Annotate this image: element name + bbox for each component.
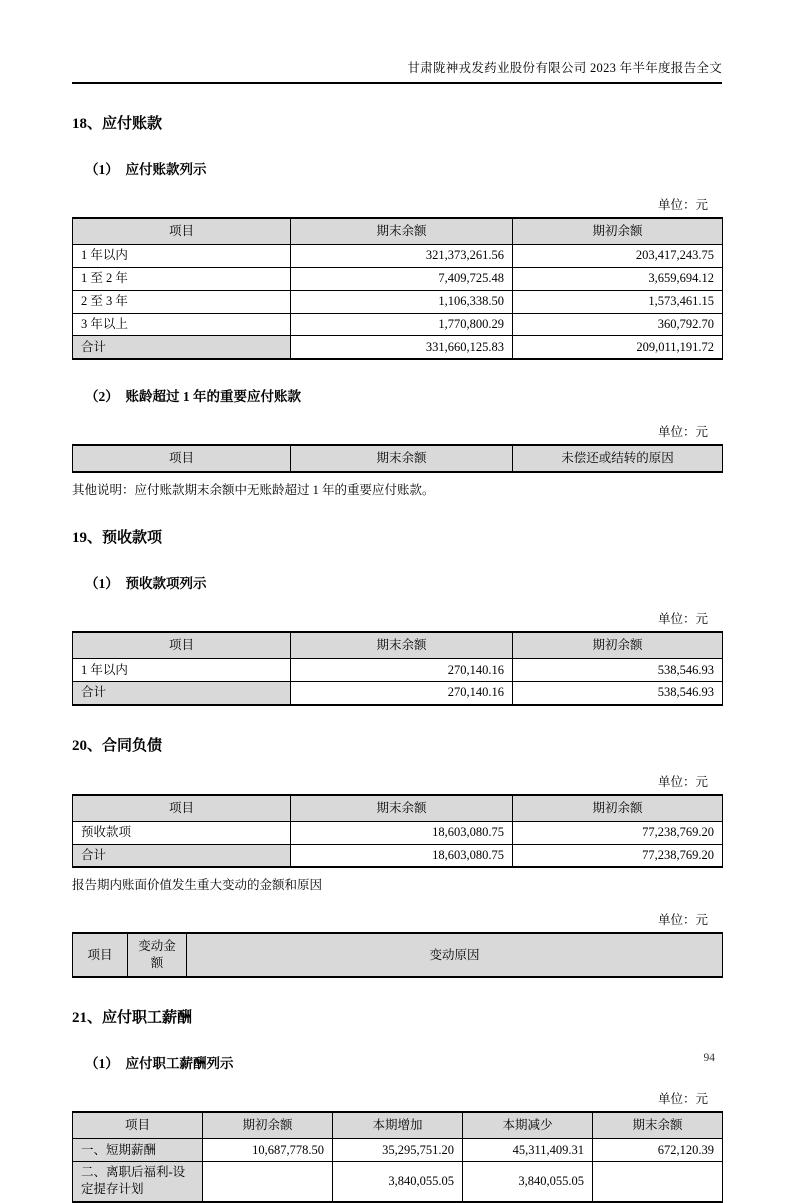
value-cell: 1,573,461.15 xyxy=(513,290,723,313)
table-row xyxy=(73,267,723,290)
value-cell: 18,603,080.75 xyxy=(291,844,513,867)
change-note: 报告期内账面价值发生重大变动的金额和原因 xyxy=(72,878,323,893)
value-cell: 209,011,191.72 xyxy=(513,336,723,359)
value-cell: 3,840,055.05 xyxy=(333,1161,463,1201)
table-total-row xyxy=(73,336,723,359)
value-cell: 35,295,751.20 xyxy=(333,1139,463,1162)
table-row xyxy=(73,244,723,267)
value-cell: 7,409,725.48 xyxy=(291,267,513,290)
column-header-beginning-balance: 期初余额 xyxy=(513,795,723,821)
table-row xyxy=(73,1161,723,1201)
table-total-row xyxy=(73,844,723,867)
subsection-21-1-title: （1） 应付职工薪酬列示 xyxy=(85,1056,234,1072)
column-header-item: 项目 xyxy=(73,218,291,244)
value-cell: 10,687,778.50 xyxy=(203,1139,333,1162)
column-header-item: 项目 xyxy=(73,445,291,472)
table-header-row xyxy=(73,218,723,244)
value-cell: 45,311,409.31 xyxy=(463,1139,593,1162)
unit-label: 单位：元 xyxy=(657,612,708,627)
subsection-18-2-title: （2） 账龄超过 1 年的重要应付账款 xyxy=(85,389,301,405)
table-row xyxy=(73,313,723,336)
value-cell: 77,238,769.20 xyxy=(513,844,723,867)
column-header-reason: 未偿还或结转的原因 xyxy=(513,445,723,472)
table-header-row xyxy=(73,933,723,977)
total-label-cell: 合计 xyxy=(73,844,291,867)
section-20-title: 20、合同负债 xyxy=(72,737,163,754)
value-cell: 321,373,261.56 xyxy=(291,244,513,267)
total-label-cell: 合计 xyxy=(73,681,291,704)
column-header-ending-balance: 期末余额 xyxy=(291,795,513,821)
column-header-increase: 本期增加 xyxy=(333,1112,463,1138)
value-cell xyxy=(593,1161,723,1201)
item-cell: 二、离职后福利-设定提存计划 xyxy=(73,1161,203,1201)
table-row xyxy=(73,290,723,313)
important-payables-over-1yr-table xyxy=(72,444,723,473)
table-total-row xyxy=(73,681,723,704)
value-cell: 672,120.39 xyxy=(593,1139,723,1162)
report-header-title: 甘肃陇神戎发药业股份有限公司 2023 年半年度报告全文 xyxy=(407,61,722,75)
item-cell: 1 至 2 年 xyxy=(73,267,291,290)
employee-compensation-table xyxy=(72,1111,723,1203)
value-cell: 3,840,055.05 xyxy=(463,1161,593,1201)
value-cell: 1,770,800.29 xyxy=(291,313,513,336)
section-19-title: 19、预收款项 xyxy=(72,530,163,547)
item-cell: 预收款项 xyxy=(73,821,291,844)
item-cell: 一、短期薪酬 xyxy=(73,1139,203,1162)
column-header-ending-balance: 期末余额 xyxy=(291,632,513,658)
section-18-title: 18、应付账款 xyxy=(72,116,163,132)
value-cell: 538,546.93 xyxy=(513,681,723,704)
unit-label: 单位：元 xyxy=(657,198,708,212)
column-header-ending-balance: 期末余额 xyxy=(291,445,513,472)
value-cell: 331,660,125.83 xyxy=(291,336,513,359)
value-cell: 77,238,769.20 xyxy=(513,821,723,844)
column-header-item: 项目 xyxy=(73,933,128,977)
column-header-item: 项目 xyxy=(73,795,291,821)
value-cell: 360,792.70 xyxy=(513,313,723,336)
unit-label: 单位：元 xyxy=(657,774,708,789)
total-label-cell: 合计 xyxy=(73,336,291,359)
table-header-row xyxy=(73,795,723,821)
table-header-row xyxy=(73,632,723,658)
column-header-item: 项目 xyxy=(73,1112,203,1138)
unit-label: 单位：元 xyxy=(657,913,708,928)
other-note: 其他说明：应付账款期末余额中无账龄超过 1 年的重要应付账款。 xyxy=(72,483,435,498)
header-rule xyxy=(72,82,722,84)
column-header-change-amount: 变动金额 xyxy=(128,933,187,977)
carrying-value-change-table xyxy=(72,932,723,978)
unit-label: 单位：元 xyxy=(657,425,708,440)
column-header-beginning-balance: 期初余额 xyxy=(513,218,723,244)
item-cell: 2 至 3 年 xyxy=(73,290,291,313)
item-cell: 1 年以内 xyxy=(73,244,291,267)
value-cell: 18,603,080.75 xyxy=(291,821,513,844)
value-cell: 1,106,338.50 xyxy=(291,290,513,313)
advances-received-table xyxy=(72,631,723,706)
section-21-title: 21、应付职工薪酬 xyxy=(72,1010,193,1027)
contract-liabilities-table xyxy=(72,794,723,869)
table-row xyxy=(73,659,723,682)
column-header-beginning-balance: 期初余额 xyxy=(203,1112,333,1138)
item-cell: 1 年以内 xyxy=(73,659,291,682)
column-header-item: 项目 xyxy=(73,632,291,658)
page-number: 94 xyxy=(703,1052,715,1064)
column-header-ending-balance: 期末余额 xyxy=(593,1112,723,1138)
value-cell: 270,140.16 xyxy=(291,659,513,682)
table-row xyxy=(73,1139,723,1162)
value-cell: 538,546.93 xyxy=(513,659,723,682)
item-cell: 3 年以上 xyxy=(73,313,291,336)
unit-label: 单位：元 xyxy=(657,1092,708,1107)
subsection-18-1-title: （1） 应付账款列示 xyxy=(85,162,207,177)
column-header-beginning-balance: 期初余额 xyxy=(513,632,723,658)
value-cell: 3,659,694.12 xyxy=(513,267,723,290)
subsection-19-1-title: （1） 预收款项列示 xyxy=(85,576,207,592)
column-header-change-reason: 变动原因 xyxy=(187,933,723,977)
value-cell: 203,417,243.75 xyxy=(513,244,723,267)
column-header-decrease: 本期减少 xyxy=(463,1112,593,1138)
table-header-row xyxy=(73,1112,723,1138)
accounts-payable-aging-table xyxy=(72,217,723,360)
table-header-row xyxy=(73,445,723,472)
value-cell: 270,140.16 xyxy=(291,681,513,704)
column-header-ending-balance: 期末余额 xyxy=(291,218,513,244)
value-cell xyxy=(203,1161,333,1201)
table-row xyxy=(73,821,723,844)
